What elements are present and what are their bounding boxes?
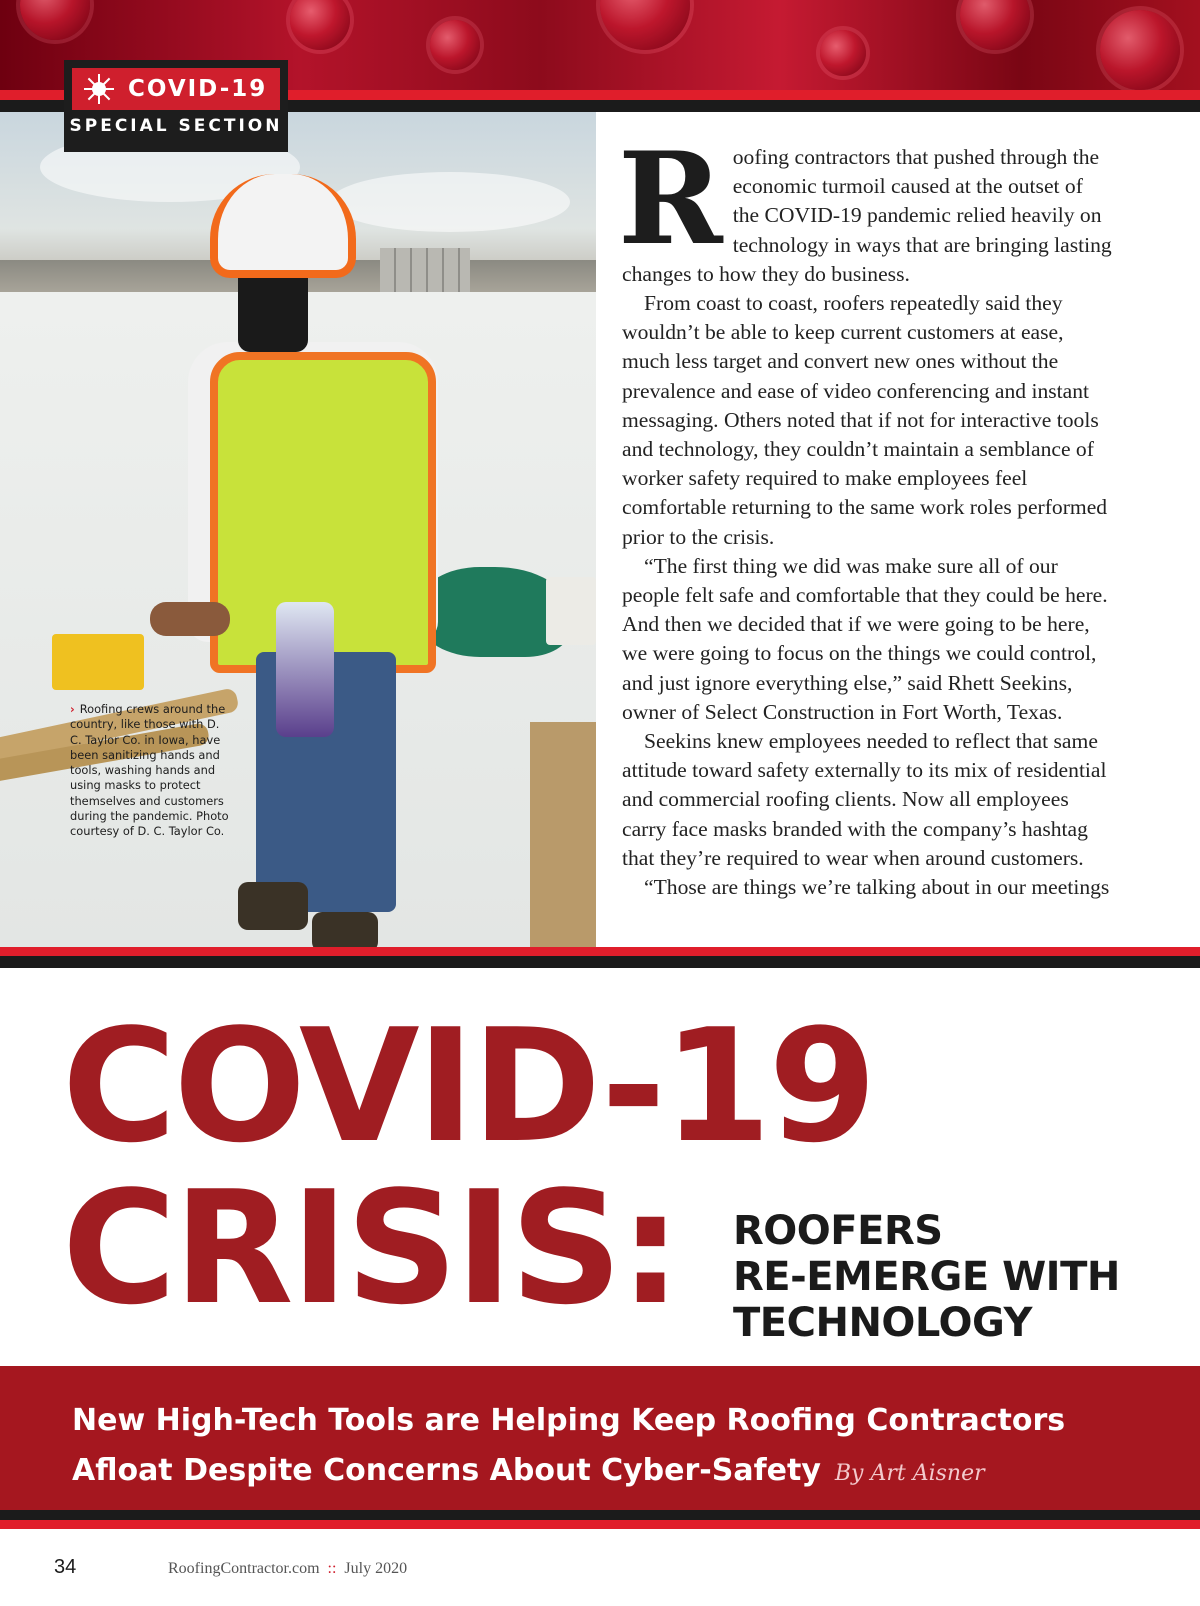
deck-line-1: New High-Tech Tools are Helping Keep Roofing Contractors <box>72 1403 1066 1438</box>
virus-graphic <box>960 0 1030 50</box>
subheadline-line: TECHNOLOGY <box>733 1300 1032 1346</box>
sanitizer-bottle <box>276 602 334 737</box>
virus-graphic <box>290 0 350 50</box>
article-paragraph: Seekins knew employees needed to reflect that same attitude toward safety externally to its mix of residential and commercial roofing clients. Now all employees carry face masks branded with the company’s hashtag that they’re required to wear when around customers. <box>622 729 1107 870</box>
bucket <box>546 577 596 645</box>
virus-graphic <box>20 0 90 40</box>
subheadline-line: RE-EMERGE WITH <box>733 1254 1120 1300</box>
byline: By Art Aisner <box>834 1461 985 1486</box>
footer-date: July 2020 <box>344 1560 408 1577</box>
footer-separator: :: <box>327 1560 337 1577</box>
mid-dark-stripe <box>0 956 1200 968</box>
virus-graphic <box>820 30 866 76</box>
subheadline-line: ROOFERS <box>733 1208 943 1254</box>
article-paragraph: “Those are things we’re talking about in our meetings <box>644 875 1110 900</box>
toolbox <box>52 634 144 690</box>
footer-site: RoofingContractor.com <box>168 1560 320 1577</box>
worker-hard-hat <box>210 174 356 278</box>
badge-title-bar <box>72 68 280 110</box>
deck-text <box>72 1396 1182 1499</box>
section-badge <box>64 60 288 152</box>
bottom-red-stripe <box>0 1520 1200 1529</box>
drop-cap: R <box>618 125 723 273</box>
headline-line-2: CRISIS: <box>62 1157 679 1339</box>
deck-band <box>0 1366 1200 1510</box>
page-footer <box>54 1556 654 1586</box>
article-paragraph: Roofing contractors that pushed through the economic turmoil caused at the outset of the COVID-19 pandemic relied heavily on technology in ways that are bringing lasting changes to how they do business. <box>618 125 1112 286</box>
mid-red-stripe <box>0 947 1200 956</box>
article-paragraph: From coast to coast, roofers repeatedly said they wouldn’t be able to keep current customers at ease, much less target and convert new ones without the prevalence and ease of video conferencing and instant messaging. Others noted that if not for interactive tools and technology, they couldn’t maintain a semblance of worker safety required to make employees feel comfortable returning to the same work roles performed prior to the crisis. <box>622 291 1108 549</box>
virus-graphic <box>600 0 690 50</box>
article-paragraph: “The first thing we did was make sure all of our people felt safe and comfortable that they could be here. And then we decided that if we were going to be here, we were going to focus on the things we could control, and just ignore everything else,” said Rhett Seekins, owner of Select Construction in Fort Worth, Texas. <box>622 553 1108 724</box>
virus-graphic <box>430 20 480 70</box>
virus-graphic <box>1100 10 1180 90</box>
deck-line-2: Afloat Despite Concerns About Cyber-Safety By Art Aisner <box>72 1453 985 1488</box>
photo-caption <box>70 702 232 840</box>
caption-arrow-icon: › <box>70 702 75 716</box>
cardboard-box <box>530 722 596 947</box>
bottom-dark-stripe <box>0 1510 1200 1520</box>
badge-title: COVID-19 <box>128 76 268 102</box>
virus-icon <box>84 74 114 104</box>
headline-line-1: COVID-19 <box>62 995 874 1177</box>
article-body <box>618 125 1112 902</box>
page-number: 34 <box>54 1556 77 1578</box>
badge-subtitle: SPECIAL SECTION <box>69 116 283 136</box>
caption-text: Roofing crews around the country, like those with D. C. Taylor Co. in Iowa, have been sanitizing hands and tools, washing hands and using masks to protect themselves and customers during the pandemic. Photo courtesy of D. C. Taylor Co. <box>70 702 229 839</box>
subheadline <box>733 1208 1153 1346</box>
